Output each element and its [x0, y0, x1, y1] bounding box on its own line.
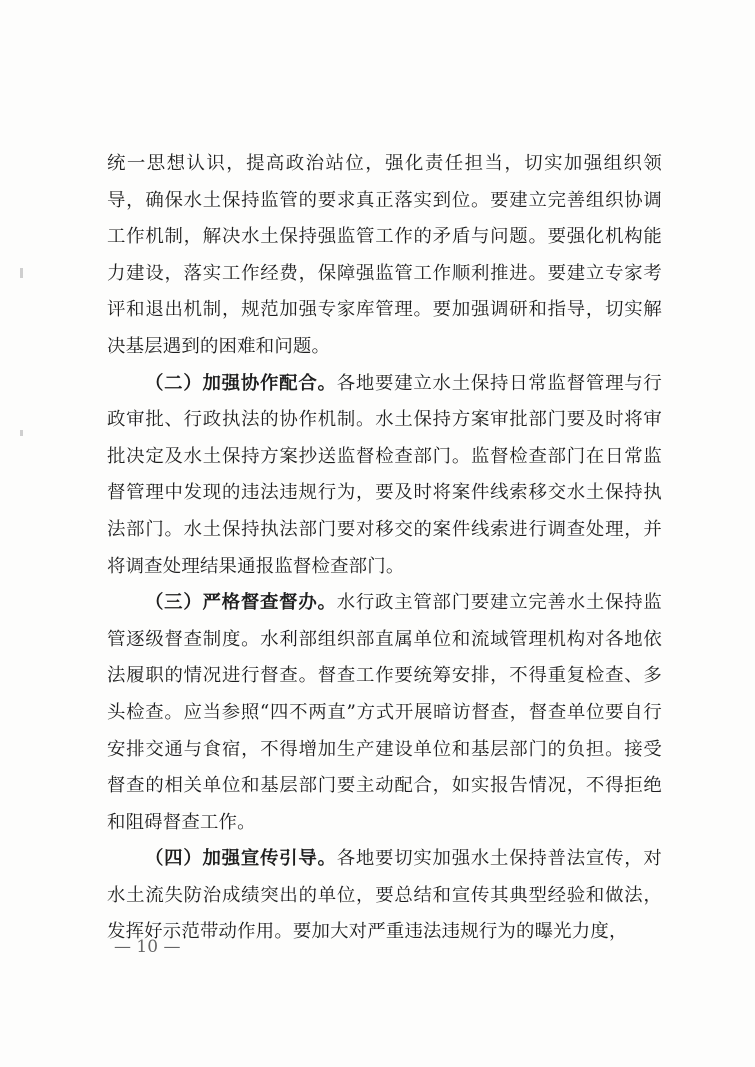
paragraph-heading: （三）严格督查督办。 [145, 592, 337, 614]
paragraph-heading: （二）加强协作配合。 [145, 372, 337, 394]
paragraph-text: 统一思想认识，提高政治站位，强化责任担当，切实加强组织领导，确保水土保持监管的要求真正落实到位。要建立完善组织协调工作机制，解决水土保持强监管工作的矛盾与问题。要强化机构能力建设，落实工作经费，保障强监管工作顺利推进。要建立专家考评和退出机制，规范加强专家库管理。要加强调研和指导，切实解决基层遇到的困难和问题。 [107, 153, 662, 357]
scan-margin-mark [20, 430, 23, 436]
paragraph-supervision [107, 585, 662, 841]
paragraph-publicity [107, 841, 662, 951]
document-body [107, 146, 662, 951]
paragraph-text: 水行政主管部门要建立完善水土保持监管逐级督查制度。水利部组织部直属单位和流域管理机构对各地依法履职的情况进行督查。督查工作要统筹安排，不得重复检查、多头检查。应当参照“四不两直”方式开展暗访督查，督查单位要自行安排交通与食宿，不得增加生产建设单位和基层部门的负担。接受督查的相关单位和基层部门要主动配合，如实报告情况，不得拒绝和阻碍督查工作。 [107, 592, 662, 833]
paragraph-cooperation [107, 366, 662, 586]
paragraph-heading: （四）加强宣传引导。 [145, 848, 337, 870]
paragraph-text: 各地要切实加强水土保持普法宣传，对水土流失防治成绩突出的单位，要总结和宣传其典型经验和做法，发挥好示范带动作用。要加大对严重违法违规行为的曝光力度， [107, 848, 662, 943]
paragraph-text: 各地要建立水土保持日常监督管理与行政审批、行政执法的协作机制。水土保持方案审批部门要及时将审批决定及水土保持方案抄送监督检查部门。监督检查部门在日常监督管理中发现的违法违规行为，要及时将案件线索移交水土保持执法部门。水土保持执法部门要对移交的案件线索进行调查处理，并将调查处理结果通报监督检查部门。 [107, 372, 662, 577]
page-number: — 10 — [114, 937, 181, 957]
paragraph-continuation [107, 146, 662, 366]
scan-margin-mark [20, 268, 23, 278]
